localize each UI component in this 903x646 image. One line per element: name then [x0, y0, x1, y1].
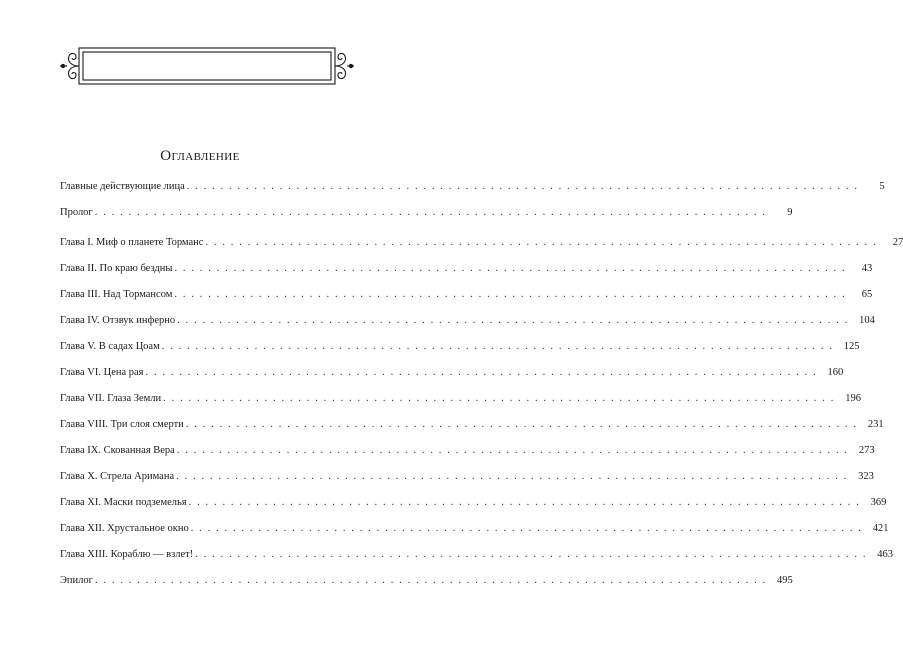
toc-entry — [60, 522, 889, 536]
dot-leader: . . . . . . . . . . . . . . . . . . . . . . . . . . . . . . . . . . . . . . . . . . . . . . . . . . . . . . . . . . . . . . . . . . . . . . . . . . . . . . . . — [174, 289, 847, 300]
toc-entry-title: Глава XIII. Кораблю — взлет! — [60, 549, 194, 560]
toc-entry-page-number: 463 — [877, 549, 894, 560]
dot-leader: . . . . . . . . . . . . . . . . . . . . . . . . . . . . . . . . . . . . . . . . . . . . . . . . . . . . . . . . . . . . . . . . . . . . . . . . . . . . . . . . — [176, 471, 848, 482]
toc-entry — [60, 444, 875, 458]
toc-entry-page-number: 323 — [858, 471, 874, 482]
toc-entry-page-number: 231 — [867, 419, 884, 430]
toc-entry-title: Глава IX. Скованная Вера — [60, 445, 175, 456]
dot-leader: . . . . . . . . . . . . . . . . . . . . . . . . . . . . . . . . . . . . . . . . . . . . . . . . . . . . . . . . . . . . . . . . . . . . . . . . . . . . . . . . — [188, 497, 861, 508]
dot-leader: . . . . . . . . . . . . . . . . . . . . . . . . . . . . . . . . . . . . . . . . . . . . . . . . . . . . . . . . . . . . . . . . . . . . . . . . . . . . . . . . — [195, 549, 868, 560]
toc-entry-page-number: 421 — [872, 523, 889, 534]
toc-entry-page-number: 43 — [861, 263, 873, 274]
toc-entry-title: Глава II. По краю бездны — [60, 263, 173, 274]
toc-entry — [60, 418, 884, 432]
toc-entry-title: Пролог — [60, 207, 93, 218]
dot-leader: . . . . . . . . . . . . . . . . . . . . . . . . . . . . . . . . . . . . . . . . . . . . . . . . . . . . . . . . . . . . . . . . . . . . . . . . . . . . . . . . — [190, 523, 863, 534]
dot-leader: . . . . . . . . . . . . . . . . . . . . . . . . . . . . . . . . . . . . . . . . . . . . . . . . . . . . . . . . . . . . . . . . . . . . . . . . . . . . . . . . — [94, 575, 767, 586]
toc-entry-title: Глава XI. Маски подземелья — [60, 497, 187, 508]
dot-leader: . . . . . . . . . . . . . . . . . . . . . . . . . . . . . . . . . . . . . . . . . . . . . . . . . . . . . . . . . . . . . . . . . . . . . . . . . . . . . . . . — [186, 181, 859, 192]
toc-entry-title: Глава IV. Отзвук инферно — [60, 315, 176, 326]
toc-entry — [60, 392, 861, 406]
toc-entry-title: Глава VIII. Три слоя смерти — [60, 419, 184, 430]
toc-entry — [60, 236, 903, 250]
toc-entry-title: Глава VII. Глаза Земли — [60, 393, 162, 404]
toc-entry-page-number: 27 — [892, 237, 903, 248]
dot-leader: . . . . . . . . . . . . . . . . . . . . . . . . . . . . . . . . . . . . . . . . . . . . . . . . . . . . . . . . . . . . . . . . . . . . . . . . . . . . . . . . — [163, 393, 835, 404]
toc-entry-page-number: 160 — [827, 367, 844, 378]
toc-entry-page-number: 495 — [777, 575, 793, 586]
dot-leader: . . . . . . . . . . . . . . . . . . . . . . . . . . . . . . . . . . . . . . . . . . . . . . . . . . . . . . . . . . . . . . . . . . . . . . . . . . . . . . . . — [174, 263, 847, 274]
toc-entry-title: Глава X. Стрела Аримана — [60, 471, 175, 482]
toc-entry-page-number: 9 — [787, 207, 793, 218]
toc-entry-page-number: 273 — [858, 445, 875, 456]
toc-title: Оглавление — [160, 148, 240, 164]
decorative-frame-ornament — [57, 44, 357, 88]
dot-leader: . . . . . . . . . . . . . . . . . . . . . . . . . . . . . . . . . . . . . . . . . . . . . . . . . . . . . . . . . . . . . . . . . . . . . . . . . . . . . . . . — [177, 315, 849, 326]
toc-entry — [60, 262, 873, 276]
toc-entry-title: Глава III. Над Тормансом — [60, 289, 173, 300]
dot-leader: . . . . . . . . . . . . . . . . . . . . . . . . . . . . . . . . . . . . . . . . . . . . . . . . . . . . . . . . . . . . . . . . . . . . . . . . . . . . . . . . — [145, 367, 818, 378]
toc-entry — [60, 206, 793, 220]
toc-entry-title: Глава V. В садах Цоам — [60, 341, 160, 352]
toc-entry-title: Эпилог — [60, 575, 93, 586]
toc-entry-page-number: 369 — [870, 497, 887, 508]
toc-entry-page-number: 65 — [861, 289, 873, 300]
toc-entry-page-number: 196 — [845, 393, 861, 404]
toc-entry — [60, 180, 885, 194]
toc-entry-title: Глава VI. Цена рая — [60, 367, 144, 378]
dot-leader: . . . . . . . . . . . . . . . . . . . . . . . . . . . . . . . . . . . . . . . . . . . . . . . . . . . . . . . . . . . . . . . . . . . . . . . . . . . . . . . . — [205, 237, 878, 248]
toc-entry — [60, 548, 894, 562]
toc-entry — [60, 314, 875, 328]
dot-leader: . . . . . . . . . . . . . . . . . . . . . . . . . . . . . . . . . . . . . . . . . . . . . . . . . . . . . . . . . . . . . . . . . . . . . . . . . . . . . . . . — [161, 341, 834, 352]
toc-entry-title: Главные действующие лица — [60, 181, 185, 192]
toc-entry-title: Глава I. Миф о планете Торманс — [60, 237, 204, 248]
dot-leader: . . . . . . . . . . . . . . . . . . . . . . . . . . . . . . . . . . . . . . . . . . . . . . . . . . . . . . . . . . . . . . . . . . . . . . . . . . . . . . . . — [176, 445, 849, 456]
toc-entry — [60, 496, 887, 510]
toc-entry — [60, 470, 874, 484]
toc-entry-title: Глава XII. Хрустальное окно — [60, 523, 189, 534]
toc-entry — [60, 340, 860, 354]
toc-entry — [60, 574, 793, 588]
toc-entry-page-number: 5 — [879, 181, 885, 192]
dot-leader: . . . . . . . . . . . . . . . . . . . . . . . . . . . . . . . . . . . . . . . . . . . . . . . . . . . . . . . . . . . . . . . . . . . . . . . . . . . . . . . . — [94, 207, 767, 218]
toc-entry — [60, 288, 873, 302]
dot-leader: . . . . . . . . . . . . . . . . . . . . . . . . . . . . . . . . . . . . . . . . . . . . . . . . . . . . . . . . . . . . . . . . . . . . . . . . . . . . . . . . — [185, 419, 858, 430]
toc-entry — [60, 366, 844, 380]
toc-entry-page-number: 104 — [859, 315, 875, 326]
toc-entry-page-number: 125 — [843, 341, 860, 352]
